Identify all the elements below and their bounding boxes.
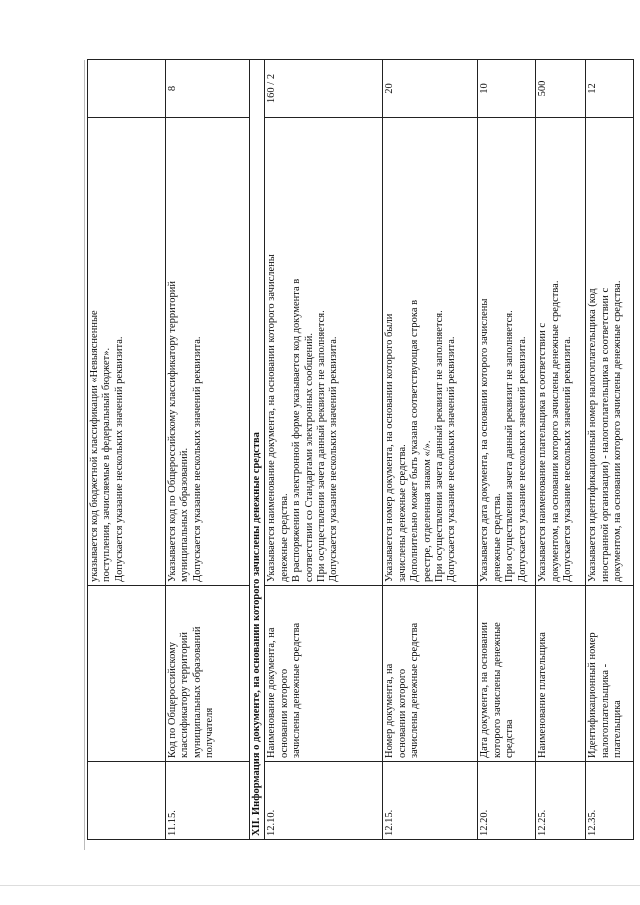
requisites-table [87,59,634,840]
requisite-name-line: основании которого [396,668,408,758]
requisite-description [166,118,250,586]
table-body [88,60,634,840]
description-line: поступления, зачисляемые в федеральный бюджет». [101,347,113,582]
description-line: Допускается указание нескольких значений реквизита. [328,336,340,582]
requisite-name [536,586,586,762]
requisite-name-line: Идентификационный номер [587,632,599,758]
description-line: иностранной организации) - налогоплательщика в соответствии с [599,287,611,582]
row-number: 12.10. [265,762,383,840]
description-line: документом, на основании которого зачислены денежные средства. [549,280,561,582]
description-line: Допускается указание нескольких значений реквизита. [113,336,125,582]
description-line: зачислены денежные средства. [396,444,408,582]
table-row [265,60,383,840]
rotated-table-container [87,60,624,840]
description-line: В распоряжении в электронной форме указывается код документа в [291,278,303,582]
table-row [166,60,250,840]
requisite-name [265,586,383,762]
row-number: 12.25. [536,762,586,840]
requisite-name-line: зачислены денежные средства [409,622,421,758]
description-line: документом, на основании которого зачислены денежные средства. [612,280,624,582]
requisite-name-line: классификатору территорий [179,632,191,758]
description-line: указывается код бюджетной классификации «Невыясненные [89,310,100,582]
field-length: 500 [536,60,586,118]
requisite-description [383,118,478,586]
description-line: денежные средства. [278,493,290,582]
page-edge-line [84,60,85,850]
description-line: При осуществлении зачета данный реквизит не заполняется. [504,310,516,582]
description-line: денежные средства. [491,493,503,582]
row-number: 12.35. [586,762,634,840]
requisite-description [536,118,586,586]
requisite-name [586,586,634,762]
requisite-name-line: Номер документа, на [384,663,396,758]
requisite-name [166,586,250,762]
description-line: Указывается дата документа, на основании которого зачислены [479,298,491,582]
requisite-name [88,586,166,762]
requisite-name-line: Код по Общероссийскому [167,641,178,758]
row-number: 12.15. [383,762,478,840]
description-line: Указывается идентификационный номер налогоплательщика (код [587,288,599,582]
row-number [88,762,166,840]
description-line: муниципальных образований. [179,447,191,582]
field-length: 10 [478,60,536,118]
description-line: Указывается код по Общероссийскому классификатору территорий [167,281,178,582]
description-line: При осуществлении зачета данный реквизит не заполняется. [316,310,328,582]
row-number: 11.15. [166,762,250,840]
description-line: Допускается указание нескольких значений реквизита. [191,336,203,582]
requisite-description [586,118,634,586]
description-line: Указывается номер документа, на основании которого были [384,313,396,582]
page-bottom-edge [0,885,640,886]
field-length: 8 [166,60,250,118]
requisite-name-line: Наименование плательщика [537,632,549,758]
requisite-name-line: Наименование документа, на [266,627,278,758]
description-line: Указывается наименование плательщика в соответствии с [537,322,549,582]
requisite-name-line: основании которого [278,668,290,758]
requisite-name-line: получателя [204,707,216,758]
requisite-name-line: налогоплательщика - [599,663,611,758]
row-number: 12.20. [478,762,536,840]
requisite-name-line: Дата документа, на основании [479,621,491,758]
field-length: 20 [383,60,478,118]
requisite-name [478,586,536,762]
requisite-description [265,118,383,586]
requisite-name-line: зачислены денежные средства [291,622,303,758]
requisite-description [88,118,166,586]
requisite-name-line: которого зачислены денежные [491,622,503,758]
table-row [383,60,478,840]
description-line: реестре, отделенная знаком «/». [421,440,433,582]
description-line: Дополнительно может быть указана соответствующая строка в [409,299,421,582]
section-row [250,60,265,840]
field-length: 160 / 2 [265,60,383,118]
description-line: Допускается указание нескольких значений реквизита. [446,336,458,582]
requisite-name-line: средства [504,719,516,758]
description-line: Допускается указание нескольких значений реквизита. [516,336,528,582]
description-line: При осуществлении зачета данный реквизит не заполняется. [434,310,446,582]
table-row [536,60,586,840]
table-row [586,60,634,840]
table-row [88,60,166,840]
description-line: Допускается указание нескольких значений реквизита. [562,336,574,582]
field-length [88,60,166,118]
table-row [478,60,536,840]
description-line: Указывается наименование документа, на основании которого зачислены [266,254,278,582]
field-length: 12 [586,60,634,118]
requisite-name [383,586,478,762]
description-line: соответствии со Стандартами электронных сообщений. [303,332,315,582]
section-title: XII. Информация о документе, на основании которого зачислены денежные средства [250,60,265,840]
requisite-description [478,118,536,586]
requisite-name-line: плательщика [612,700,624,758]
requisite-name-line: муниципальных образований [191,626,203,758]
